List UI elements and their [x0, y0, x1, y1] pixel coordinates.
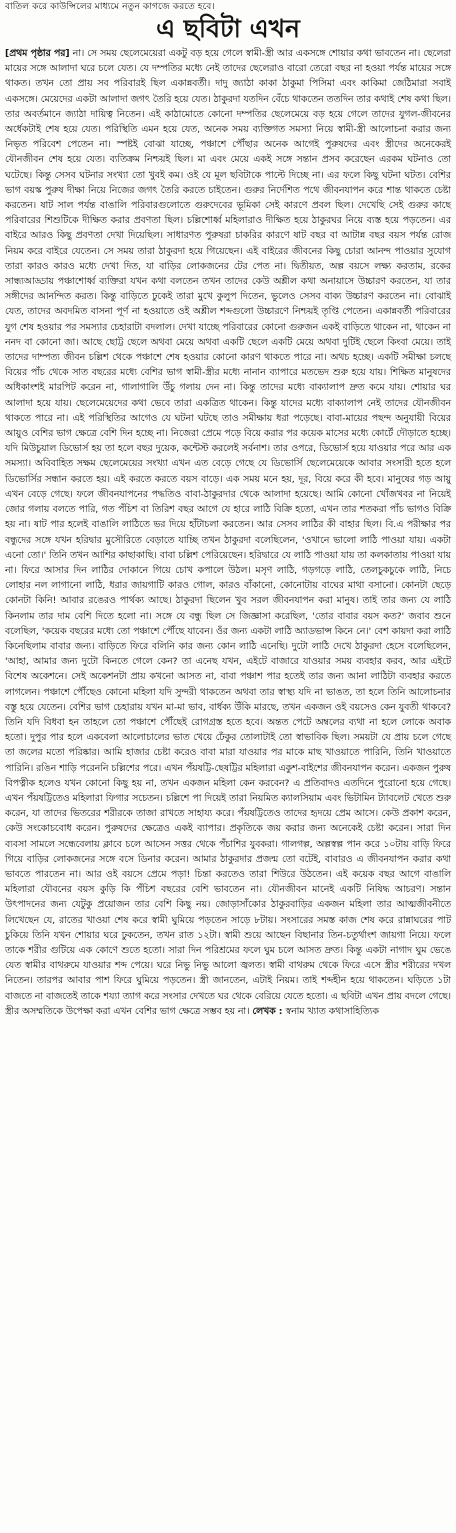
- article-headline: এ ছবিটা এখন: [156, 14, 300, 43]
- writer-label: লেখক :: [252, 1005, 283, 1017]
- continuation-prefix: [প্রথম পৃষ্ঠার পর]: [5, 48, 70, 59]
- article-body: [5, 46, 451, 1019]
- writer-credit: স্বনাম খ্যাত কথাসাহিত্যিক: [285, 1005, 379, 1017]
- article-body-text: না। সে সময় ছেলেমেয়েরা একটু বড় হয়ে গেলে স্বামী-স্ত্রী আর একসঙ্গে শোয়ার কথা ভাবতেন না। ছেলেরা মায়ের সঙ্গে আলাদা ঘরে চলে যেত। যে দম্পতির মধ্যে নেই তাদের ছেলেরাও বারো তেরো বছর না হওয়া পর্যন্ত মায়ের সঙ্গে থাকত। তখন তো প্রায় সব পরিবারই ছিল একান্নবর্তী। দাদু জ্যাঠা কাকা ঠাকুমা পিসিমা এবং কাকিমা জেঠিমারা সবাই একসঙ্গে। মেয়েদের একটা আলাদা জগৎ তৈরি হয়ে যেত। ঠাকুরদা যতদিন বেঁচে থাকতেন ততদিন তার কথাই শেষ কথা ছিল। তার অবর্তমানে জ্যাঠা দায়িত্ব নিতেন। এই কাঠামোতে কোনো দম্পতির ছেলেমেয়ে বড় হয়ে গেলে তাদের যুগল-জীবনের অর্ধেকটাই শেষ হয়ে যেত। পরিস্থিতি এমন হয়ে যেত, অনেক সময় ব্যক্তিগত সমস্যা নিয়ে স্বামী-স্ত্রী আলোচনা করার জন্য নিভৃত পরিবেশ পেতেন না। স্পষ্টই বোঝা যাচ্ছে, পঞ্চাশে পৌঁছার অনেক আগেই পুরুষদের এবং স্ত্রীদের অনেকেরই যৌনজীবন শেষ হয়ে যেত। ব্যতিক্রম নিশ্চয়ই ছিল। মা এবং মেয়ে একই সঙ্গে সন্তান প্রসব করেছেন এরকম ঘটনাও তো ঘটেছে। কিন্তু সেসব ঘটনার সংখ্যা তো খুবই কম। ওই যে মূল ছবিটাকে পাল্টে দিচ্ছে না। এর ফলে কিছু ঘটনা ঘটত। বেশির ভাগ বয়স্ক পুরুষ দীক্ষা নিয়ে নিজের জগৎ তৈরি করতে চাইতেন। গুরুর নির্দেশিত পথে জীবনযাপন করে শান্ত থাকতে চেষ্টা করতেন। ষাট সাল পর্যন্ত বাঙালি পরিবারগুলোতে গুরুদেবের ভূমিকা সেই কারণে প্রবল ছিল। দেখেছি সেই গুরুর কাছে পরিবারের শিশুটিকে দীক্ষিত করার প্রবণতা ছিল। চল্লিশোর্ধ্ব মহিলারাও দীক্ষিত হয়ে ঠাকুরঘর নিয়ে ব্যস্ত হয়ে পড়তেন। এর বাইরে আরও কিছু প্রবণতা দেখা দিয়েছিল। সাধারণত পুরুষরা চাকরির কারণে ষাট বছর বা আটান্ন বছর বয়স পর্যন্ত রোজ নিয়ম করে বাইরে যেতেন। সে সময় তারা ঠাকুরদা হয়ে গিয়েছেন। এই বাইরের জীবনের কিছু চোরা আনন্দ পাওয়ার সুযোগ তারা কারও কারও মধ্যে দেখা দিত, যা বাড়ির লোকজনের টের পেত না। দ্বিতীয়ত, অল্প বয়সে লক্ষ্য করতাম, রকের সান্ধ্যআড্ডায় পঞ্চাশোর্ধ্ব ব্যক্তিরা যখন কথা বলতেন তখন তাদের কেউ অশ্লীল কথা অনায়াসে উচ্চারণ করতেন, যা তার সঙ্গীদের আনন্দিত করত। কিন্তু বাড়িতে ঢুকেই তারা মুখে কুলুপ দিতেন, ভুলেও সেসব বাক্য উচ্চারণ করতেন না। বোঝাই যেত, তাদের অবদমিত বাসনা পূর্ণ না হওয়াতে ওই অশ্লীল শব্দগুলো উচ্চারণে নিশ্চয়ই তৃপ্তি পেতেন। একান্নবর্তী পরিবারের যুগ শেষ হওয়ার পর সমস্যার চেহারাটা বদলাল। দেখা যাচ্ছে পরিবারের কোনো গুরুজন একই বাড়িতে থাকেন না, থাকেন না ননদ বা কোনো জা। আছে ছোট্ট ছেলে অথবা মেয়ে অথবা একটি ছেলে একটি মেয়ে অথবা দুটিই ছেলে কিংবা মেয়ে। তাই তাদের দাম্পত্য জীবন চল্লিশ থেকে পঞ্চাশে শেষ হওয়ার কোনো কারণ থাকতে পারে না। অথচ হচ্ছে। একটি সমীক্ষা চলছে বিয়ের পাঁচ থেকে সাত বছরের মধ্যে বেশির ভাগ স্বামী-স্ত্রীর মধ্যে নানান ব্যাপারে মতভেদ শুরু হয়ে যায়। শিক্ষিত মানুষদের অধিকাংশই মারপিট করেন না, গালাগালি উঁচু গলায় দেন না। কিন্তু তাদের মধ্যে বাক্যালাপ দ্রুত কমে যায়। শোয়ার ঘর আলাদা হয়ে যায়। ছেলেমেয়েদের কথা ভেবে তারা একত্রিত থাকেন। কিন্তু যাদের মধ্যে বাক্যালাপ নেই তাদের যৌনজীবন থাকতে পারে না। এই পরিস্থিতির আগেও যে ঘটনা ঘটছে তাও সমীক্ষায় ধরা পড়েছে। বাবা-মায়ের পছন্দ অনুযায়ী বিয়ের আয়ুও বেশির ভাগ ক্ষেত্রে বেশি দিন হচ্ছে না। নিজেরা প্রেমে পড়ে বিয়ে করার পর কয়েক মাসের মধ্যে কোর্টে দৌড়াতে হচ্ছে। যদি মিউচুয়াল ডিভোর্স হয় তা হলে বছর দুয়েক, কন্টেস্ট করলেই সর্বনাশ। তার ওপরে, ডিভোর্স হয়ে যাওয়ার পরে আর এক সমস্যা। অবিবাহিত সক্ষম ছেলেমেয়ের সংখ্যা এখন এত বেড়ে গেছে যে ডিভোর্সি ছেলেমেয়েকে আবার সংসারী হতে হলে ডিভোর্সির সন্ধান করতে হয়। এই করতে করতে বয়স বাড়ে। এক সময় মনে হয়, দূর, বিয়ে করে কী হবে। মানুষের গড় আয়ু এখন বেড়ে গেছে। ফলে জীবনযাপনের পদ্ধতিও বাবা-ঠাকুরদার থেকে আলাদা হয়েছে। আমি কোনো খোঁজখবর না নিয়েই জোর গলায় বলতে পারি, গত পঁচিশ বা তিরিশ বছর আগে যে হারে লাঠি বিক্রি হতো, এখন তার শতকরা পাঁচ ভাগও বিক্রি হয় না। ষাট পার হলেই বাঙালি লাঠিতে ভর দিয়ে হাঁটাচলা করতেন। আর সেসব লাঠির কী বাহার ছিল। বি.এ পরীক্ষার পর বন্ধুদের সঙ্গে যখন হরিদ্বার মুসৌরিতে বেড়াতে যাচ্ছি তখন ঠাকুরদা বলেছিলেন, 'ওখানে ভালো লাঠি পাওয়া যায়। একটা এনো তো।' তিনি তখন আশির কাছাকাছি। বাবা চল্লিশ পেরিয়েছেন। হরিদ্বারে যে লাঠি পাওয়া যায় তা কলকাতায় পাওয়া যায় না। ফিরে আসার দিন লাঠির দোকানে গিয়ে চোখ কপালে উঠল। মসৃণ লাঠি, গড়গড়ে লাঠি, তেলচুকচুকে লাঠি, নিচে লোহার নল লাগানো লাঠি, ধরার জায়গাটি কারও গোল, কারও বাঁকানো, কোনোটায় বাঘের মাথা বসানো। কোনটা ছেড়ে কোনটা কিনি! আবার রঙেরও পার্থক্য আছে। ঠাকুরদা ছিলেন খুব সরল জীবনযাপন করা মানুষ। তাই তার জন্য যে লাঠি কিনলাম তার দাম বেশি দিতে হলো না। সঙ্গে যে বন্ধু ছিল সে জিজ্ঞাসা করেছিল, 'তোর বাবার বয়স কত?' জবাব শুনে বলেছিল, 'কয়েক বছরের মধ্যে তো পঞ্চাশে পৌঁছে যাবেন। ওঁর জন্য একটা লাঠি অ্যাডভান্স কিনে নে।' বেশ কায়দা করা লাঠি কিনেছিলাম বাবার জন্য। বাড়িতে ফিরে বলিনি কার জন্য কোন লাঠি এনেছি। দুটো লাঠি দেখে ঠাকুরদা হেসে বলেছিলেন, 'আহা, আমার জন্য দুটো কিনতে গেলে কেন? তা এনেছ যখন, এইটে বাজারে যাওয়ার সময় ব্যবহার করব, আর এইটে বিশেষ অকেশনে। সেই অকেশনটা প্রায় কখনো আসত না, বাবা পঞ্চাশ পার হতেই তার জন্য আনা লাঠিটা ব্যবহার করতে লাগলেন। পঞ্চাশে পৌঁছেও কোনো মহিলা যদি সুন্দরী থাকতেন অথবা তার স্বাস্থ্য যদি না ভাঙত, তা হলে তিনি আলোচনার বস্তু হয়ে যেতেন। বেশির ভাগ চেহারায় যখন মা-মা ভাব, বার্ধক্য উঁকি মারছে, তখন একজন ওই বয়সেও কেন যুবতী থাকবে? তিনি যদি বিধবা হন তাহলে তো পঞ্চাশে পৌঁছেই রোগগ্রস্ত হতে হবে। অন্তত পেটে অম্বলের ব্যথা না হলে লোকে অবাক হতো। দুপুর পার হলে একবেলা আলোচালের ভাত খেয়ে ঢেঁকুর তোলাটাই তো স্বাভাবিক ছিল। সময়টা যে প্রায় চলে গেছে তা জলের মতো পরিষ্কার। আমি হাজার চেষ্টা করেও বাবা মারা যাওয়ার পর মাকে মাছ খাওয়াতে পারিনি, তিনি খাওয়াতে পারিনি। রঙিন শাড়ি পরেননি চল্লিশের পরে। এখন পঁয়ষট্টি-ছেষট্টির মহিলারা একুশ-বাইশের জীবনযাপন করেন। একজন পুরুষ বিপত্নীক হলেও যখন কোনো কিছু হয় না, তখন একজন মহিলা কেন করবেন? এ প্রতিবাদও এতদিনে পুরোনো হয়ে গেছে। এখন পঁয়ষট্টিতেও মহিলারা ফিগার সচেতন। চল্লিশে পা দিয়েই তারা নিয়মিত ক্যালসিয়াম এবং ভিটামিন ট্যাবলেট খেতে শুরু করেন, যা তাদের ভিতরের শরীরকে তাজা রাখতে সাহায্য করে। পঁয়ষট্টিতেও তাদের হৃদয়ে প্রেম আসে। কেউ প্রকাশ করেন, কেউ সংকোচবোধ করেন। পুরুষদের ক্ষেত্রেও একই ব্যাপার। প্রকৃতিকে জয় করার জন্য অনেকেই চেষ্টা করেন। সারা দিন ব্যবসা সামলে সন্ধেবেলায় ক্লাবে চলে আসেন সত্তর থেকে পঁচাশির যুবকরা। গালগল্প, অল্পস্বল্প পান করে ১০টায় বাড়ি ফিরে গিয়ে বাড়ির লোকজনের সঙ্গে বসে ডিনার করেন। আমার ঠাকুরদার প্রজন্ম তো বটেই, বাবারও এ জীবনযাপন করার কথা ভাবতে পারতেন না। আর ওই বয়সে প্রেমে পড়া! চিন্তা করতেও তারা শিউরে উঠতেন। এই কয়েক বছর আগে বাঙালি মহিলারা যৌবনের বয়স কুড়ি কি পঁচিশ বছরের বেশি ভাবতেন না। যৌনজীবন মানেই একটি নিষিদ্ধ আচরণ। সন্তান উৎপাদনের জন্য যেটুকু প্রয়োজন তার বেশি কিছু নয়। জোড়াসাঁকোর ঠাকুরবাড়ির একজন মহিলা তার আত্মজীবনীতে লিখেছেন যে, রাতের খাওয়া শেষ করে স্বামী ঘুমিয়ে পড়তেন সাড়ে ৮টায়। সংসারের সমস্ত কাজ শেষ করে রান্নাঘরের পাট চুকিয়ে তিনি যখন শোয়ার ঘরে ঢুকতেন, তখন রাত ১২টা। স্বামী শুয়ে আছেন বিছানার তিন-চতুর্থাংশ জায়গা নিয়ে। ফলে তাকে শরীর গুটিয়ে এক কোণে শুতে হতো। সারা দিন পরিশ্রমের ফলে ঘুম চলে আসত দ্রুত। কিন্তু একটা নাগাদ ঘুম ভেঙে যেত স্বামীর বাথরুমে যাওয়ার শব্দ পেয়ে। ঘরে নিভু নিভু আলো জ্বলত। স্বামী বাথরুম থেকে ফিরে এসে স্ত্রীর শরীরের দখল নিতেন। তারপর আবার পাশ ফিরে ঘুমিয়ে পড়তেন। স্ত্রী জানতেন, এটাই নিয়ম। তাই শব্দহীন হয়ে থাকতেন। ঘড়িতে ১টা বাজতে না বাজতেই তাকে শয্যা ত্যাগ করে সংসার দেখতে ঘর থেকে বেরিয়ে যেতে হতো। এ ছবিটা এখন প্রায় বদলে গেছে। স্ত্রীর অসম্মতিকে উপেক্ষা করা এখন বেশির ভাগ ক্ষেত্রে সম্ভব হয় না।: [5, 48, 451, 1017]
- previous-article-tail: বাতিল করে কাউন্সিলের মাধ্যমে নতুন কাগজে করতে হবে।: [5, 1, 215, 12]
